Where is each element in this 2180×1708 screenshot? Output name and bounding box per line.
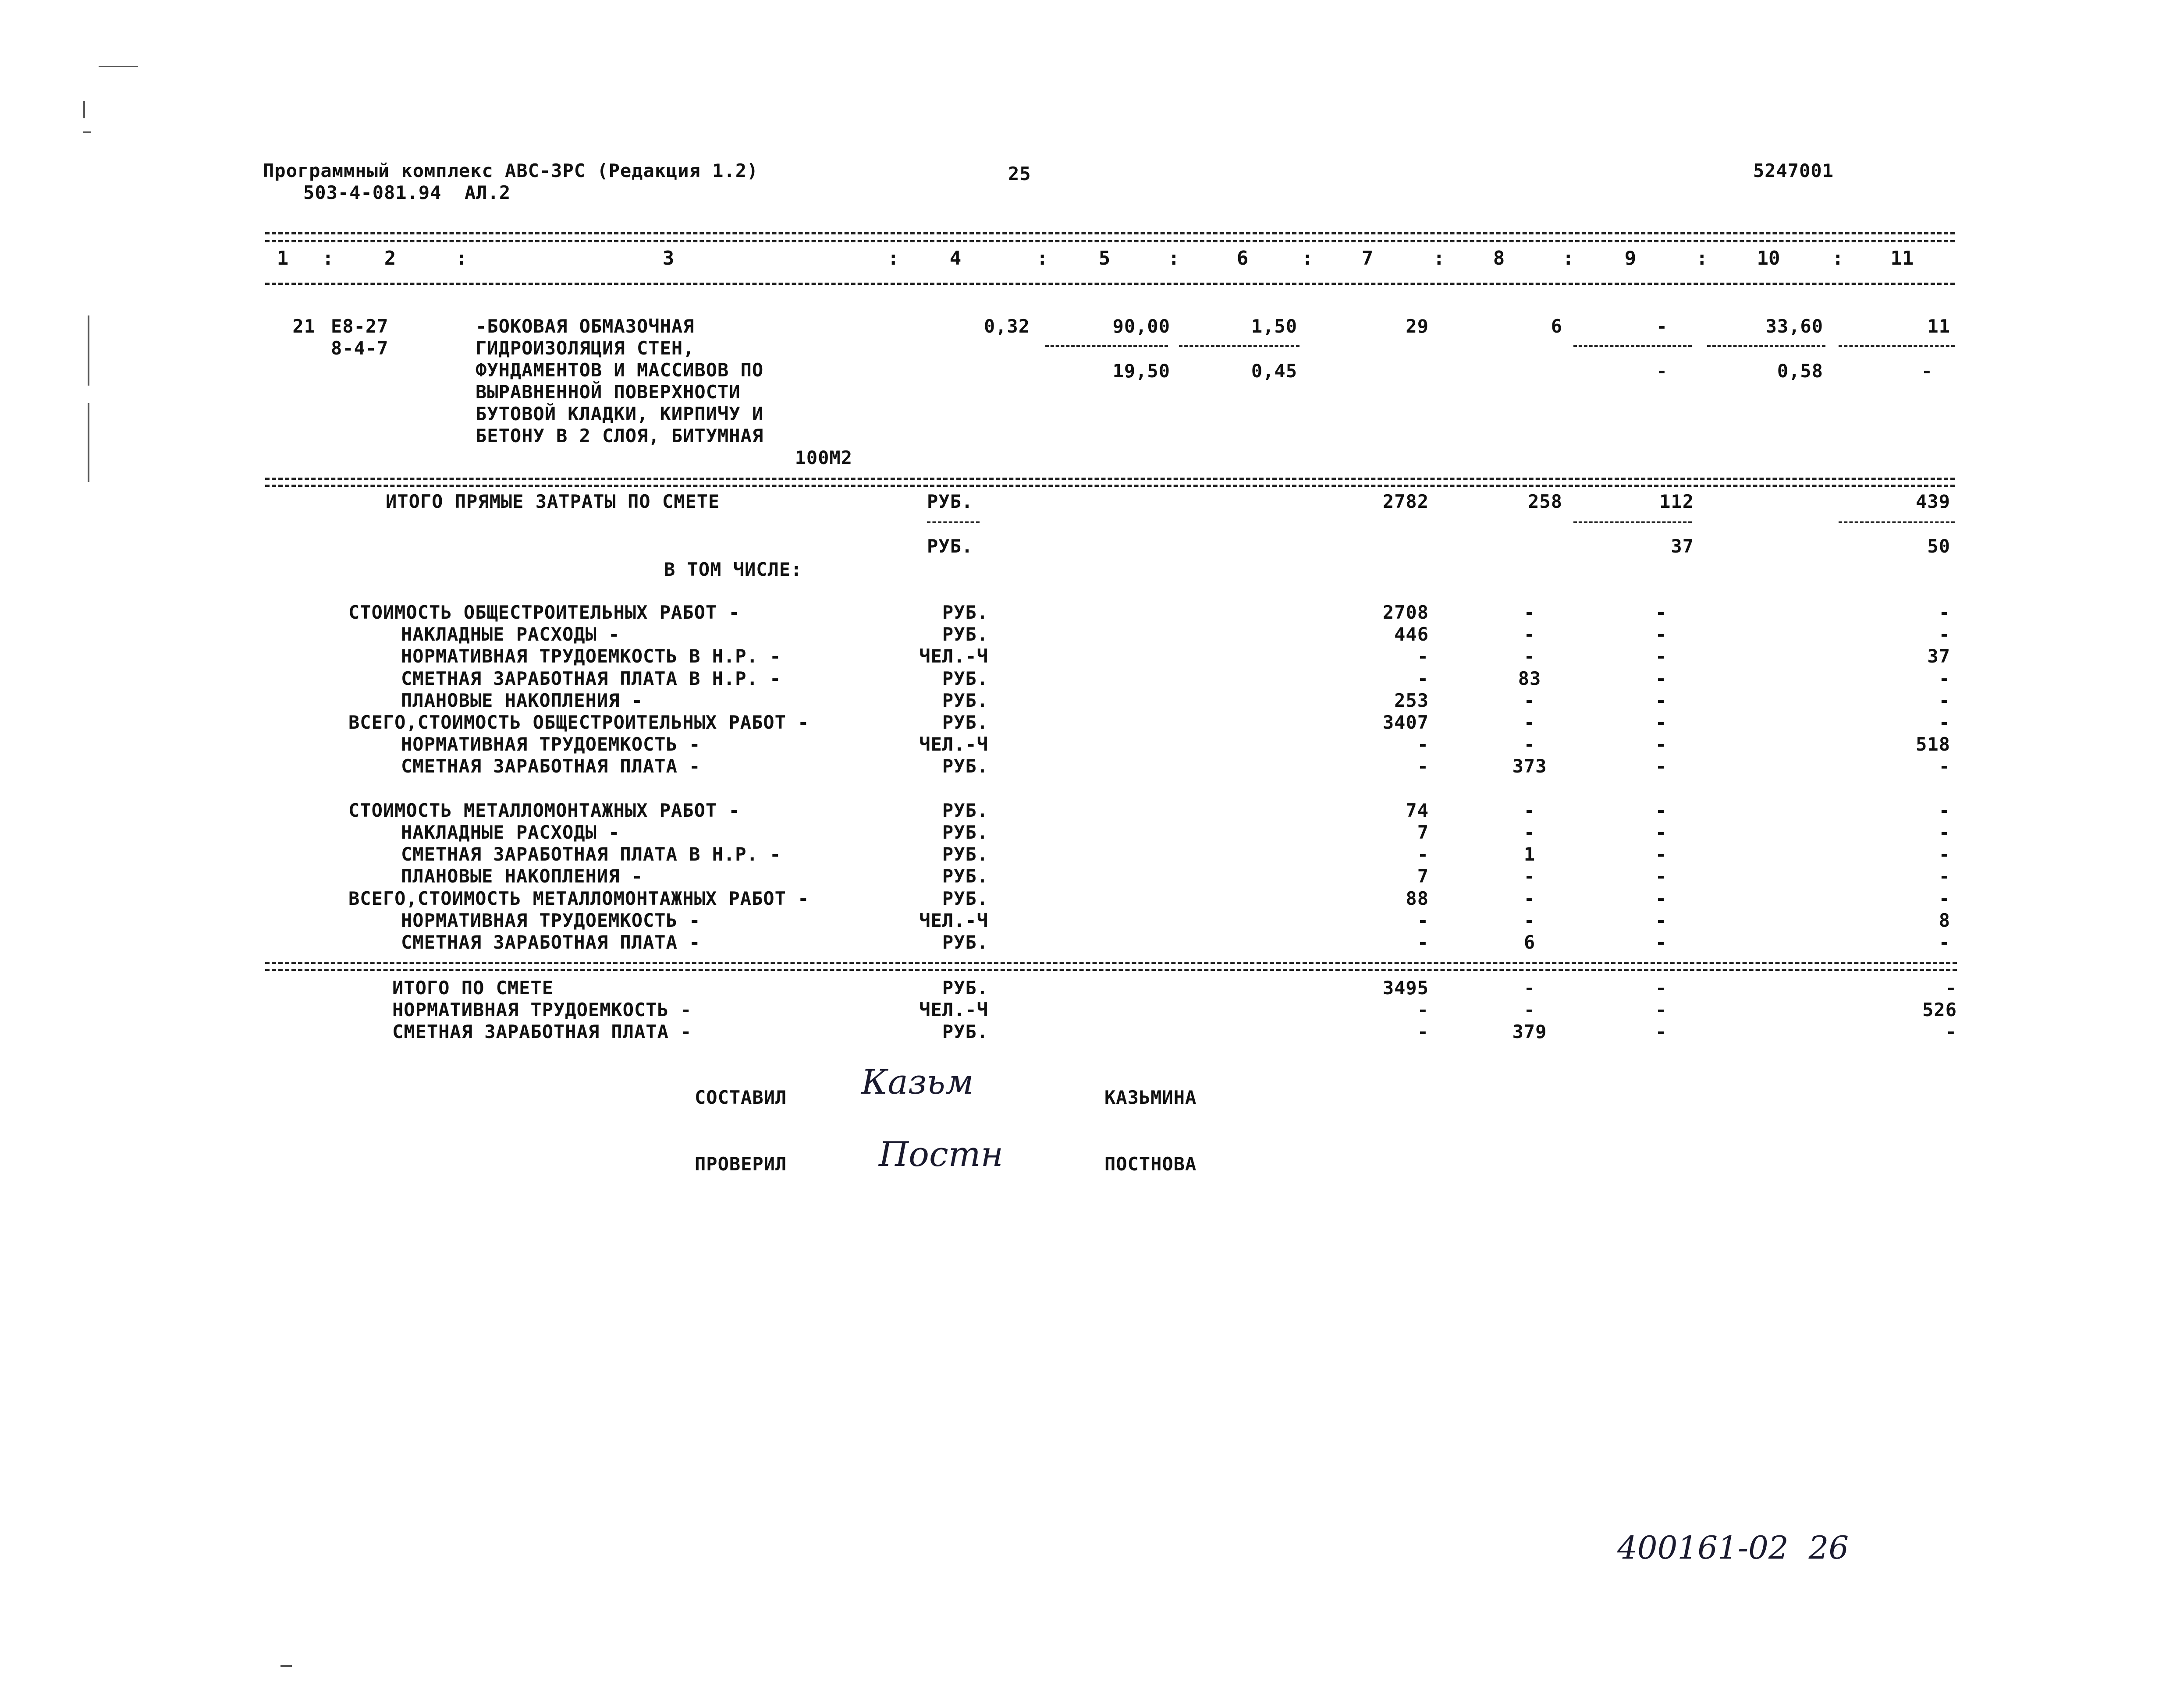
- row-c8: 373: [1512, 755, 1547, 777]
- total-c11-divider: [1839, 521, 1955, 523]
- row-c11: 8: [1939, 910, 1950, 931]
- header-rule-top-2: [265, 240, 1955, 242]
- column-separator: :: [1302, 247, 1314, 269]
- row-c9: -: [1655, 602, 1667, 623]
- margin-mark: [88, 315, 89, 386]
- column-header-11: 11: [1890, 247, 1914, 269]
- totals-c9: -: [1655, 999, 1667, 1021]
- row-c9: -: [1655, 822, 1667, 843]
- row-c8: -: [1523, 624, 1536, 645]
- row-c7: -: [1417, 734, 1429, 755]
- header-rule-top: [265, 232, 1955, 234]
- row-label: ПЛАНОВЫЕ НАКОПЛЕНИЯ -: [401, 865, 643, 887]
- row-unit: РУБ.: [942, 932, 988, 953]
- item-code-1: Е8-27: [331, 315, 389, 337]
- column-separator: :: [1037, 247, 1048, 269]
- total-direct-c8: 258: [1528, 491, 1562, 512]
- row-c7: 74: [1406, 800, 1429, 821]
- total-unit-divider: [927, 521, 980, 523]
- total-direct-c9: 112: [1659, 491, 1694, 512]
- column-header-2: 2: [384, 247, 396, 269]
- row-c11: -: [1939, 888, 1950, 909]
- row-c8: -: [1523, 800, 1536, 821]
- item-c5-divider: [1045, 345, 1168, 347]
- item-description-line: ВЫРАВНЕННОЙ ПОВЕРХНОСТИ: [476, 381, 741, 403]
- row-c7: -: [1417, 645, 1429, 667]
- row-unit: ЧЕЛ.-Ч: [919, 734, 988, 755]
- row-unit: РУБ.: [942, 843, 988, 865]
- row-c7: -: [1417, 668, 1429, 689]
- item-c10b: 0,58: [1777, 360, 1823, 382]
- item-c9-divider: [1573, 345, 1692, 347]
- row-c9: -: [1655, 690, 1667, 711]
- row-c7: -: [1417, 932, 1429, 953]
- item-c9a: -: [1656, 315, 1668, 337]
- margin-mark: [280, 1665, 292, 1667]
- row-label: НОРМАТИВНАЯ ТРУДОЕМКОСТЬ В Н.Р. -: [401, 645, 781, 667]
- row-c8: -: [1523, 712, 1536, 733]
- row-c11: -: [1939, 602, 1950, 623]
- column-header-3: 3: [662, 247, 675, 269]
- row-c11: -: [1939, 932, 1950, 953]
- totals-c8: -: [1523, 977, 1536, 999]
- total-c9-divider: [1573, 521, 1692, 523]
- row-c11: 518: [1916, 734, 1950, 755]
- row-label: НАКЛАДНЫЕ РАСХОДЫ -: [401, 624, 620, 645]
- item-description-line: БУТОВОЙ КЛАДКИ, КИРПИЧУ И: [476, 403, 764, 425]
- item-c10a: 33,60: [1765, 315, 1823, 337]
- item-c5a: 90,00: [1112, 315, 1170, 337]
- totals-c9: -: [1655, 977, 1667, 999]
- row-c8: -: [1523, 888, 1536, 909]
- including-label: В ТОМ ЧИСЛЕ:: [664, 559, 802, 580]
- checked-name: ПОСТНОВА: [1104, 1153, 1197, 1175]
- row-c11: -: [1939, 800, 1950, 821]
- total-direct-c9b: 37: [1671, 535, 1694, 557]
- margin-mark: [83, 131, 91, 133]
- row-c9: -: [1655, 645, 1667, 667]
- totals-label: СМЕТНАЯ ЗАРАБОТНАЯ ПЛАТА -: [392, 1021, 692, 1042]
- column-separator: :: [1696, 247, 1708, 269]
- row-label: СМЕТНАЯ ЗАРАБОТНАЯ ПЛАТА -: [401, 932, 701, 953]
- row-c8: -: [1523, 645, 1536, 667]
- column-header-7: 7: [1361, 247, 1374, 269]
- header-rule-bottom: [265, 283, 1955, 285]
- row-unit: РУБ.: [942, 755, 988, 777]
- item-c4: 0,32: [983, 315, 1030, 337]
- row-label: НОРМАТИВНАЯ ТРУДОЕМКОСТЬ -: [401, 734, 701, 755]
- row-label: ВСЕГО,СТОИМОСТЬ МЕТАЛЛОМОНТАЖНЫХ РАБОТ -: [348, 888, 810, 909]
- row-label: СМЕТНАЯ ЗАРАБОТНАЯ ПЛАТА В Н.Р. -: [401, 668, 781, 689]
- column-separator: :: [322, 247, 334, 269]
- handwritten-footer-note: 400161-02 26: [1617, 1529, 1849, 1566]
- row-c11: -: [1939, 624, 1950, 645]
- row-c7: 3407: [1382, 712, 1429, 733]
- column-header-4: 4: [949, 247, 962, 269]
- item-description-line: ФУНДАМЕНТОВ И МАССИВОВ ПО: [476, 359, 764, 381]
- row-c8: -: [1523, 602, 1536, 623]
- totals-c11: -: [1945, 977, 1957, 999]
- row-unit: РУБ.: [942, 602, 988, 623]
- item-c11b: -: [1921, 360, 1933, 382]
- margin-mark: [83, 101, 85, 118]
- row-c9: -: [1655, 932, 1667, 953]
- row-unit: РУБ.: [942, 865, 988, 887]
- compiled-name: КАЗЬМИНА: [1104, 1087, 1197, 1108]
- totals-unit: РУБ.: [942, 1021, 988, 1042]
- column-header-6: 6: [1236, 247, 1249, 269]
- column-separator: :: [456, 247, 468, 269]
- document-id: 5247001: [1753, 160, 1834, 181]
- row-c9: -: [1655, 910, 1667, 931]
- row-c7: 7: [1417, 865, 1429, 887]
- column-separator: :: [1168, 247, 1180, 269]
- row-c9: -: [1655, 800, 1667, 821]
- total-direct-label: ИТОГО ПРЯМЫЕ ЗАТРАТЫ ПО СМЕТЕ: [386, 491, 720, 512]
- row-c7: 446: [1394, 624, 1429, 645]
- compiled-label: СОСТАВИЛ: [695, 1087, 787, 1108]
- row-label: СТОИМОСТЬ ОБЩЕСТРОИТЕЛЬНЫХ РАБОТ -: [348, 602, 740, 623]
- row-c11: -: [1939, 865, 1950, 887]
- item-c11a: 11: [1927, 315, 1950, 337]
- row-c9: -: [1655, 624, 1667, 645]
- totals-label: ИТОГО ПО СМЕТЕ: [392, 977, 554, 999]
- row-label: ВСЕГО,СТОИМОСТЬ ОБЩЕСТРОИТЕЛЬНЫХ РАБОТ -: [348, 712, 810, 733]
- row-label: НОРМАТИВНАЯ ТРУДОЕМКОСТЬ -: [401, 910, 701, 931]
- row-c8: -: [1523, 734, 1536, 755]
- row-c9: -: [1655, 843, 1667, 865]
- totals-rule-2: [265, 969, 1957, 971]
- item-c7: 29: [1406, 315, 1429, 337]
- item-description-line: -БОКОВАЯ ОБМАЗОЧНАЯ: [476, 315, 695, 337]
- row-label: СМЕТНАЯ ЗАРАБОТНАЯ ПЛАТА -: [401, 755, 701, 777]
- totals-c11: 526: [1922, 999, 1957, 1021]
- row-c7: -: [1417, 910, 1429, 931]
- item-c8: 6: [1551, 315, 1562, 337]
- totals-label: НОРМАТИВНАЯ ТРУДОЕМКОСТЬ -: [392, 999, 692, 1021]
- document-code: 503-4-081.94 АЛ.2: [303, 182, 511, 203]
- column-separator: :: [1433, 247, 1445, 269]
- row-c8: -: [1523, 690, 1536, 711]
- item-c11-divider: [1839, 345, 1955, 347]
- row-unit: РУБ.: [942, 712, 988, 733]
- item-description-line: БЕТОНУ В 2 СЛОЯ, БИТУМНАЯ: [476, 425, 764, 446]
- row-c7: 253: [1394, 690, 1429, 711]
- totals-unit: РУБ.: [942, 977, 988, 999]
- item-c6a: 1,50: [1251, 315, 1297, 337]
- page-number: 25: [1008, 163, 1031, 184]
- row-c11: -: [1939, 712, 1950, 733]
- row-label: ПЛАНОВЫЕ НАКОПЛЕНИЯ -: [401, 690, 643, 711]
- row-c9: -: [1655, 755, 1667, 777]
- row-c9: -: [1655, 712, 1667, 733]
- row-unit: ЧЕЛ.-Ч: [919, 645, 988, 667]
- row-label: СМЕТНАЯ ЗАРАБОТНАЯ ПЛАТА В Н.Р. -: [401, 843, 781, 865]
- checked-signature: Постн: [879, 1135, 1004, 1174]
- item-c9b: -: [1656, 360, 1668, 382]
- row-c8: -: [1523, 822, 1536, 843]
- total-direct-c7: 2782: [1382, 491, 1429, 512]
- row-c11: -: [1939, 843, 1950, 865]
- totals-c9: -: [1655, 1021, 1667, 1042]
- column-separator: :: [1832, 247, 1844, 269]
- totals-c7: -: [1417, 1021, 1429, 1042]
- total-direct-unit-2: РУБ.: [927, 535, 973, 557]
- row-c11: 37: [1927, 645, 1950, 667]
- item-c6b: 0,45: [1251, 360, 1297, 382]
- item-c6-divider: [1179, 345, 1299, 347]
- row-label: НАКЛАДНЫЕ РАСХОДЫ -: [401, 822, 620, 843]
- column-header-10: 10: [1757, 247, 1780, 269]
- totals-rule: [265, 962, 1957, 964]
- checked-label: ПРОВЕРИЛ: [695, 1153, 787, 1175]
- totals-c8: 379: [1512, 1021, 1547, 1042]
- row-c8: 83: [1518, 668, 1541, 689]
- margin-mark: [99, 66, 138, 67]
- item-rule-bottom-2: [265, 485, 1955, 487]
- row-c11: -: [1939, 822, 1950, 843]
- compiled-signature: Казьм: [861, 1063, 974, 1102]
- row-c8: 1: [1523, 843, 1536, 865]
- row-unit: РУБ.: [942, 668, 988, 689]
- program-title: Программный комплекс АВС-3РС (Редакция 1.2): [263, 160, 759, 181]
- row-c8: -: [1523, 865, 1536, 887]
- row-label: СТОИМОСТЬ МЕТАЛЛОМОНТАЖНЫХ РАБОТ -: [348, 800, 740, 821]
- row-unit: РУБ.: [942, 822, 988, 843]
- item-c10-divider: [1707, 345, 1825, 347]
- row-c7: -: [1417, 843, 1429, 865]
- row-unit: РУБ.: [942, 888, 988, 909]
- total-direct-c11: 439: [1916, 491, 1950, 512]
- margin-mark: [88, 403, 89, 482]
- row-unit: РУБ.: [942, 624, 988, 645]
- column-header-5: 5: [1098, 247, 1111, 269]
- column-header-8: 8: [1493, 247, 1505, 269]
- row-c11: -: [1939, 755, 1950, 777]
- row-c11: -: [1939, 690, 1950, 711]
- row-c9: -: [1655, 865, 1667, 887]
- row-c8: -: [1523, 910, 1536, 931]
- column-header-1: 1: [277, 247, 289, 269]
- item-description-line: ГИДРОИЗОЛЯЦИЯ СТЕН,: [476, 337, 695, 359]
- total-direct-unit: РУБ.: [927, 491, 973, 512]
- row-c9: -: [1655, 734, 1667, 755]
- item-c5b: 19,50: [1112, 360, 1170, 382]
- column-separator: :: [1562, 247, 1574, 269]
- item-code-2: 8-4-7: [331, 337, 389, 359]
- column-header-9: 9: [1624, 247, 1637, 269]
- row-unit: РУБ.: [942, 690, 988, 711]
- row-c8: 6: [1523, 932, 1536, 953]
- row-c9: -: [1655, 668, 1667, 689]
- row-c7: 2708: [1382, 602, 1429, 623]
- row-unit: РУБ.: [942, 800, 988, 821]
- row-c7: 7: [1417, 822, 1429, 843]
- totals-c7: -: [1417, 999, 1429, 1021]
- total-direct-c11b: 50: [1927, 535, 1950, 557]
- totals-c8: -: [1523, 999, 1536, 1021]
- item-number: 21: [292, 315, 316, 337]
- column-separator: :: [888, 247, 899, 269]
- row-c11: -: [1939, 668, 1950, 689]
- row-unit: ЧЕЛ.-Ч: [919, 910, 988, 931]
- totals-unit: ЧЕЛ.-Ч: [919, 999, 988, 1021]
- totals-c11: -: [1945, 1021, 1957, 1042]
- row-c9: -: [1655, 888, 1667, 909]
- row-c7: -: [1417, 755, 1429, 777]
- item-unit: 100М2: [795, 447, 852, 468]
- row-c7: 88: [1406, 888, 1429, 909]
- item-rule-bottom: [265, 478, 1955, 480]
- totals-c7: 3495: [1382, 977, 1429, 999]
